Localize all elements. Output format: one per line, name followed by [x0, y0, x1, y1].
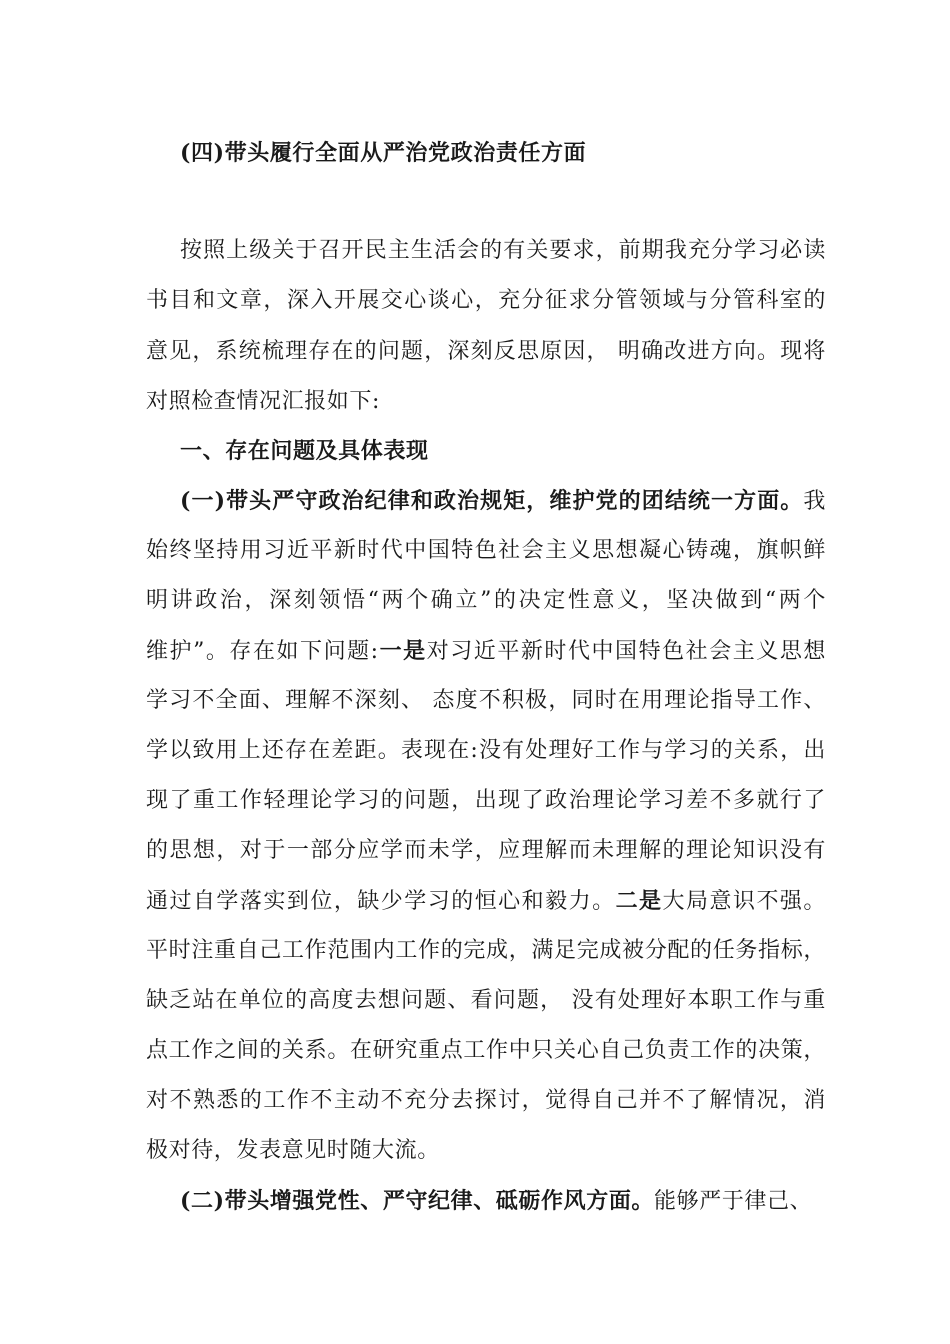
item1-heading: (一)带头严守政治纪律和政治规矩，维护党的团结统一方面。 — [180, 488, 804, 514]
item1-line-4 — [146, 636, 826, 667]
intro-line-2: 书目和文章，深入开展交心谈心，充分征求分管领域与分管科室的 — [146, 288, 826, 313]
intro-line-1: 按照上级关于召开民主生活会的有关要求，前期我充分学习必读 — [180, 238, 826, 263]
item1-line-3: 明讲政治，深刻领悟“两个确立”的决定性意义，坚决做到“两个 — [146, 588, 826, 613]
item1-heading-tail: 我 — [803, 489, 826, 514]
section-heading: (四)带头履行全面从严治党政治责任方面 — [180, 140, 587, 166]
item2-heading-tail: 能够严于律己、 — [654, 1189, 813, 1214]
item2-heading-line — [180, 1186, 826, 1217]
item1-line-9 — [146, 886, 826, 917]
item1-line-13: 对不熟悉的工作不主动不充分去探讨，觉得自己并不了解情况，消 — [146, 1088, 826, 1113]
item1-line-14: 极对待，发表意见时随大流。 — [146, 1138, 440, 1163]
item1-line-9a: 通过自学落实到位，缺少学习的恒心和毅力。 — [146, 889, 616, 914]
item1-heading-line — [180, 486, 826, 517]
item1-line-4c: 对习近平新时代中国特色社会主义思想 — [426, 639, 826, 664]
intro-line-3: 意见，系统梳理存在的问题，深刻反思原因， 明确改进方向。现将 — [146, 339, 826, 364]
item1-line-7: 现了重工作轻理论学习的问题，出现了政治理论学习差不多就行了 — [146, 788, 826, 813]
item1-line-2: 始终坚持用习近平新时代中国特色社会主义思想凝心铸魂，旗帜鲜 — [146, 538, 826, 563]
item1-line-12: 点工作之间的关系。在研究重点工作中只关心自己负责工作的决策， — [146, 1038, 826, 1063]
item1-line-4a: 维护”。存在如下问题: — [146, 639, 379, 664]
item2-heading: (二)带头增强党性、严守纪律、砥砺作风方面。 — [180, 1188, 655, 1214]
point-one-label: 一是 — [378, 638, 427, 664]
item1-line-8: 的思想，对于一部分应学而未学，应理解而未理解的理论知识没有 — [146, 838, 826, 863]
point-two-label: 二是 — [615, 888, 663, 914]
item1-line-5: 学习不全面、理解不深刻、 态度不积极，同时在用理论指导工作、 — [146, 688, 826, 713]
intro-line-4: 对照检查情况汇报如下: — [146, 389, 381, 414]
part1-heading: 一、存在问题及具体表现 — [180, 438, 429, 464]
item1-line-9c: 大局意识不强。 — [662, 889, 826, 914]
item1-line-11: 缺乏站在单位的高度去想问题、看问题， 没有处理好本职工作与重 — [146, 988, 826, 1013]
item1-line-10: 平时注重自己工作范围内工作的完成，满足完成被分配的任务指标， — [146, 938, 826, 963]
item1-line-6: 学以致用上还存在差距。表现在:没有处理好工作与学习的关系，出 — [146, 738, 826, 763]
